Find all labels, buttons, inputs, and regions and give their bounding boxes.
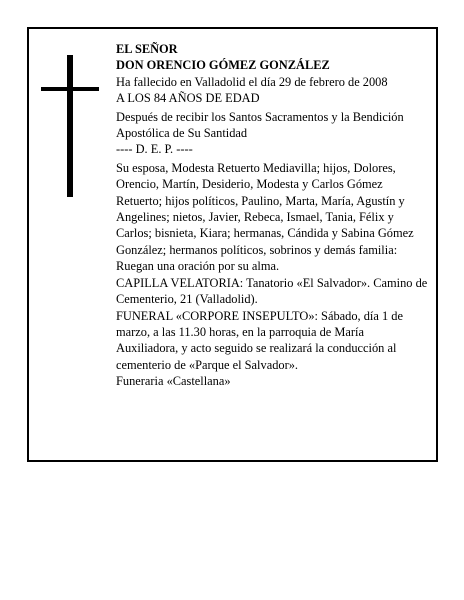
funeral-text: FUNERAL «CORPORE INSEPULTO»: Sábado, día 1 de marzo, a las 11.30 horas, en la parroquia de María Auxiliadora, y acto seguido se realizará la conducción al cementerio de «Parque el Salvador».	[116, 308, 403, 372]
funeral-home-text: Funeraria «Castellana»	[116, 374, 231, 389]
death-line: Ha fallecido en Valladolid el día 29 de febrero de 2008	[116, 74, 388, 89]
prayer-text: Ruegan una oración por su alma.	[116, 259, 280, 274]
cross-icon	[41, 55, 99, 197]
deceased-name: DON ORENCIO GÓMEZ GONZÁLEZ	[116, 58, 330, 73]
rip-line: ---- D. E. P. ----	[116, 142, 193, 157]
sacraments-text: Después de recibir los Santos Sacramentos y la Bendición Apostólica de Su Santidad	[116, 109, 404, 141]
family-text: Su esposa, Modesta Retuerto Mediavilla; hijos, Dolores, Orencio, Martín, Desiderio, Modesta y Carlos Gómez Retuerto; hijos políticos, Paulino, Marta, María, Agustín y Angelines; nietos, Javier, Rebeca, Ismael, Tania, Félix y Carlos; bisnieta, Kiara; hermanas, Cándida y Sabina Gómez González; hermanos políticos, sobrinos y demás familia:	[116, 160, 414, 257]
chapel-text: CAPILLA VELATORIA: Tanatorio «El Salvador». Camino de Cementerio, 21 (Valladolid).	[116, 275, 428, 307]
obituary-text	[116, 41, 428, 390]
cross-vertical-bar	[67, 55, 73, 197]
cross-horizontal-bar	[41, 87, 99, 91]
age-line: A LOS 84 AÑOS DE EDAD	[116, 91, 260, 106]
title: EL SEÑOR	[116, 42, 178, 56]
obituary-notice	[27, 27, 438, 462]
